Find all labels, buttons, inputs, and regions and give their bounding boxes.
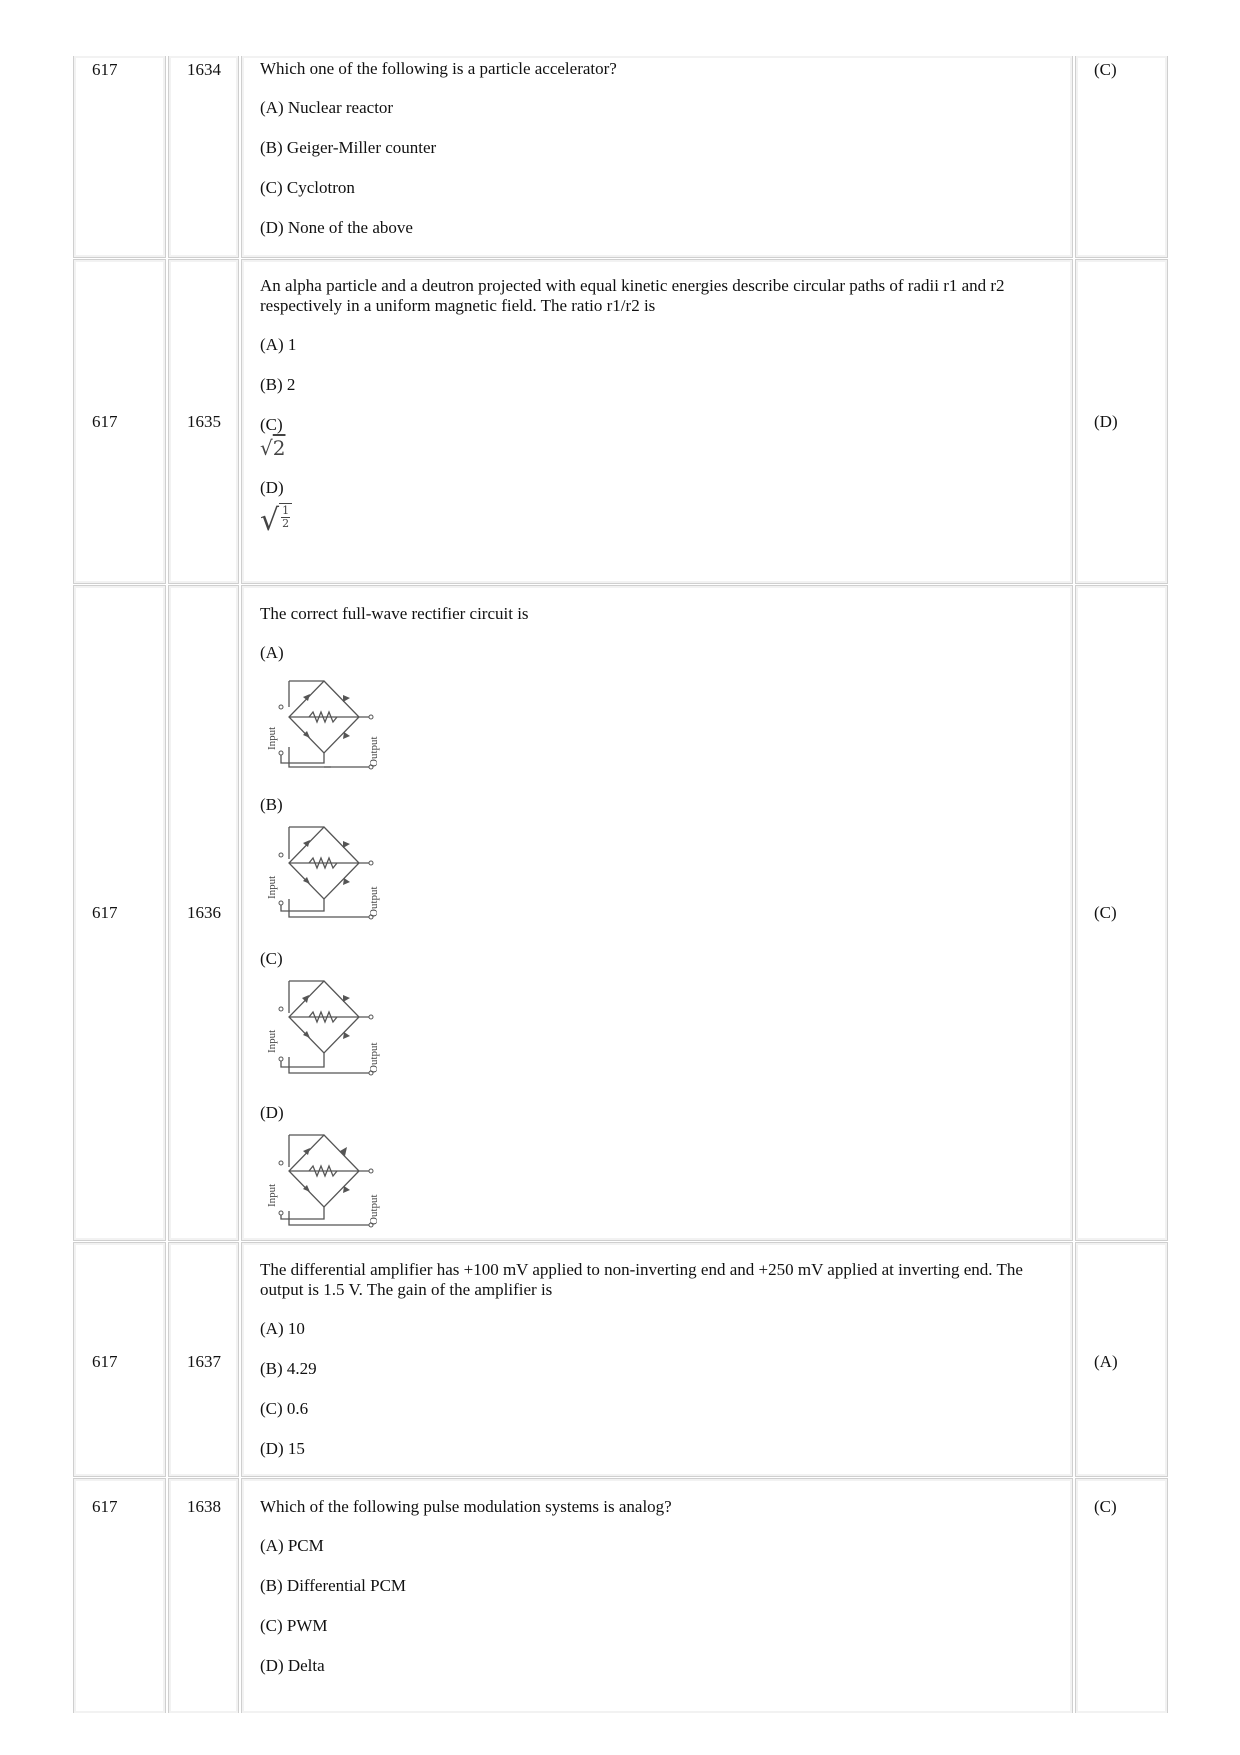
option-d: (D) <box>260 1103 284 1122</box>
question-id: 1637 <box>187 1352 221 1371</box>
answer-key: (A) <box>1094 1352 1118 1371</box>
question-id-cell <box>168 1242 239 1477</box>
answer-key: (D) <box>1094 412 1118 431</box>
question-row <box>0 1478 1240 1713</box>
question-id-cell <box>168 56 239 258</box>
circuit-diagram-d <box>259 1127 394 1232</box>
question-id: 1636 <box>187 903 221 922</box>
output-label: Output <box>368 1194 380 1225</box>
option-d: (D) <box>260 478 284 497</box>
fraction <box>279 503 292 530</box>
question-text: Which one of the following is a particle accelerator? <box>260 59 617 78</box>
question-cell <box>241 1478 1073 1713</box>
answer-cell <box>1075 1242 1168 1477</box>
radicand: 2 <box>272 436 286 460</box>
subject-code: 617 <box>92 1352 118 1371</box>
answer-key: (C) <box>1094 903 1117 922</box>
circuit-diagram-c <box>259 973 394 1078</box>
numerator: 1 <box>282 504 290 517</box>
question-id-cell <box>168 585 239 1241</box>
option-c: (C) 0.6 <box>260 1399 309 1418</box>
option-b: (B) Geiger-Miller counter <box>260 138 437 157</box>
option-b: (B) 2 <box>260 375 296 394</box>
sqrt-two-formula <box>260 437 1054 461</box>
input-label: Input <box>266 726 278 750</box>
answer-cell <box>1075 585 1168 1241</box>
answer-cell <box>1075 1478 1168 1713</box>
question-cell <box>241 585 1073 1241</box>
subject-code-cell <box>73 259 166 584</box>
subject-code: 617 <box>92 1497 118 1516</box>
subject-code: 617 <box>92 412 118 431</box>
question-id: 1635 <box>187 412 221 431</box>
input-label: Input <box>266 1183 278 1207</box>
sqrt-half-formula <box>260 502 292 536</box>
subject-code-cell <box>73 1478 166 1713</box>
option-a: (A) 1 <box>260 335 297 354</box>
option-c: (C) <box>260 415 283 434</box>
option-b: (B) <box>260 795 283 814</box>
question-id-cell <box>168 259 239 584</box>
question-row <box>0 259 1240 584</box>
option-c: (C) PWM <box>260 1616 328 1635</box>
radical-sign: √ <box>260 436 273 460</box>
subject-code: 617 <box>92 903 118 922</box>
question-text: The differential amplifier has +100 mV applied to non-inverting end and +250 mV applied at inverting end. The output is 1.5 V. The gain of the amplifier is <box>260 1260 1023 1299</box>
question-text: Which of the following pulse modulation systems is analog? <box>260 1497 672 1516</box>
denominator: 2 <box>282 517 290 530</box>
subject-code: 617 <box>92 60 118 79</box>
subject-code-cell <box>73 56 166 258</box>
answer-key: (C) <box>1094 1497 1117 1516</box>
circuit-diagram-b <box>259 819 394 924</box>
option-a: (A) <box>260 643 284 662</box>
option-b: (B) Differential PCM <box>260 1576 407 1595</box>
option-d: (D) None of the above <box>260 218 413 237</box>
option-a: (A) PCM <box>260 1536 324 1555</box>
option-c: (C) <box>260 949 283 968</box>
option-b: (B) 4.29 <box>260 1359 317 1378</box>
question-text: The correct full-wave rectifier circuit is <box>260 604 529 623</box>
option-d: (D) Delta <box>260 1656 325 1675</box>
question-cell <box>241 56 1073 258</box>
question-cell <box>241 1242 1073 1477</box>
option-a: (A) 10 <box>260 1319 305 1338</box>
output-label: Output <box>368 736 380 767</box>
option-d: (D) 15 <box>260 1439 305 1458</box>
option-c: (C) Cyclotron <box>260 178 355 197</box>
question-id: 1634 <box>187 60 221 79</box>
output-label: Output <box>368 886 380 917</box>
circuit-diagram-a <box>259 667 394 772</box>
question-text: An alpha particle and a deutron projected with equal kinetic energies describe circular paths of radii r1 and r2 respectively in a uniform magnetic field. The ratio r1/r2 is <box>260 276 1005 315</box>
question-id-cell <box>168 1478 239 1713</box>
option-a: (A) Nuclear reactor <box>260 98 394 117</box>
answer-cell <box>1075 259 1168 584</box>
question-cell <box>241 259 1073 584</box>
answer-cell <box>1075 56 1168 258</box>
subject-code-cell <box>73 1242 166 1477</box>
input-label: Input <box>266 1029 278 1053</box>
question-row <box>0 585 1240 1241</box>
output-label: Output <box>368 1042 380 1073</box>
question-row <box>0 1242 1240 1477</box>
subject-code-cell <box>73 585 166 1241</box>
question-id: 1638 <box>187 1497 221 1516</box>
input-label: Input <box>266 875 278 899</box>
question-row <box>0 56 1240 258</box>
radical-sign: √ <box>260 503 280 538</box>
answer-key: (C) <box>1094 60 1117 79</box>
